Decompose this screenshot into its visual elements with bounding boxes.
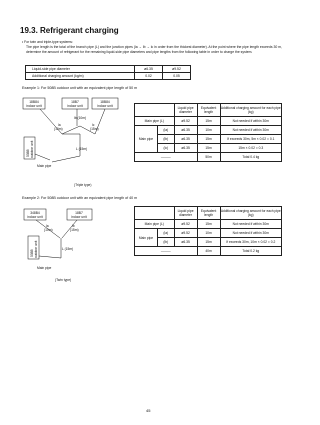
indoor-unit-label: indoor unit (97, 104, 113, 108)
main-pipe-label: Main pipe (37, 266, 52, 270)
table-row (135, 229, 282, 238)
example1-caption: Example 1: For 508B outdoor unit with an equivalent pipe length of 50 m (22, 86, 138, 90)
indoor-unit-label: indoor unit (67, 104, 83, 108)
table-row (135, 207, 282, 220)
table-cell: (lc) (158, 144, 175, 153)
pipe-label-L: L (15m) (76, 147, 88, 151)
table-cell: Total 0.4 kg (220, 153, 281, 162)
diagram-type-label: (Triple type) (74, 183, 92, 187)
pipe-label-lb: lb (72, 224, 75, 228)
table-cell: ø6.35 (135, 66, 163, 73)
table-row (135, 117, 282, 126)
table-row (135, 104, 282, 117)
table-header: Additional charging amount for each pipe (kg) (220, 207, 281, 220)
table-row (135, 247, 282, 256)
table-cell: Liquid-side pipe diameter (26, 66, 135, 73)
table-cell: ø6.35 (174, 144, 197, 153)
indoor-unit-label: indoor unit (26, 104, 42, 108)
table-row (135, 238, 282, 247)
indoor-unit-model: 18B7 (71, 100, 79, 104)
table-cell: ø6.35 (174, 135, 197, 144)
table-cell: 10m (197, 229, 220, 238)
table-cell: 15m (197, 117, 220, 126)
table-row (26, 73, 191, 80)
table-cell: Not needed if within 30m (220, 117, 281, 126)
table-cell: 15m (197, 238, 220, 247)
table-cell: Total 0.2 kg (220, 247, 281, 256)
pipe-length-lb: (15m) (70, 228, 79, 232)
table-row (135, 135, 282, 144)
triple-type-diagram (22, 96, 134, 188)
table-cell: ø9.52 (174, 229, 197, 238)
table-cell: (la) (158, 126, 175, 135)
table-header: Liquid pipe diameter (174, 104, 197, 117)
outdoor-unit-model: 508B (30, 249, 34, 257)
table-cell: (lb) (158, 135, 175, 144)
table-cell: If exceeds 30m, 5m × 0.02 = 0.1 (220, 135, 281, 144)
table-cell: (lb) (158, 238, 175, 247)
indoor-unit-label: indoor unit (27, 215, 43, 219)
indoor-unit-label: indoor unit (71, 215, 87, 219)
page-title: 19.3. Refrigerant charging (20, 26, 119, 35)
pipe-label-la: la (58, 123, 61, 127)
table-cell: 50m (197, 153, 220, 162)
table-row (135, 126, 282, 135)
table-cell: 15m (197, 220, 220, 229)
table-cell: ø9.52 (163, 66, 191, 73)
table-cell: 15m × 0.02 = 0.3 (220, 144, 281, 153)
page-number: 45 (146, 408, 151, 413)
diagram-type-label: (Twin type) (55, 278, 72, 282)
pipe-label-la: la (46, 224, 49, 228)
table-cell: (la) (158, 229, 175, 238)
table-header: Equivalent length (197, 104, 220, 117)
pipe-label-lc: lc (92, 123, 95, 127)
pipe-length-la: (10m) (54, 127, 63, 131)
pipe-label-L: L (15m) (62, 247, 74, 251)
outdoor-unit-model: 508B (26, 149, 30, 157)
charging-table (25, 65, 191, 80)
table-cell: ø9.52 (174, 117, 197, 126)
intro-bullet: • For twin and triple-type systems: (22, 40, 73, 44)
table-cell: Main pipe (L) (135, 220, 175, 229)
intro-paragraph: The pipe length is the total of the branch pipe (L) and the junction pipes (la → lb → lc in order from the thickest diameter). At the point where the pipe length exceeds 30 m, determine the amount of refrigerant for the remaining liquid-side pipe diameters and pipe lengths from the following table in order to charge the system. (26, 44, 282, 54)
indoor-unit-model: 18B7 (75, 211, 83, 215)
indoor-unit-model: 18B84 (100, 100, 110, 104)
table-cell: 40m (197, 247, 220, 256)
table-cell: 15m (197, 135, 220, 144)
pipe-label-lb: lb (10m) (74, 116, 87, 120)
indoor-unit-model: 18B84 (29, 100, 39, 104)
outdoor-unit-label: outdoor unit (34, 240, 38, 258)
table-cell: Not needed if within 30m (220, 229, 281, 238)
table-cell: ——— (135, 153, 198, 162)
table-cell: ø6.35 (174, 126, 197, 135)
example1-table (134, 103, 282, 162)
table-cell: Not needed if within 30m (220, 126, 281, 135)
table-cell: Not needed if within 30m (220, 220, 281, 229)
table-cell: 10m (197, 126, 220, 135)
table-header: Liquid pipe diameter (174, 207, 197, 220)
example2-table (134, 206, 282, 256)
table-row (135, 153, 282, 162)
table-cell: ——— (135, 247, 198, 256)
table-cell: 0.02 (135, 73, 163, 80)
table-cell: 15m (197, 144, 220, 153)
outdoor-unit-label: outdoor unit (30, 140, 34, 158)
pipe-length-lc: (15m) (90, 127, 99, 131)
table-cell: If exceeds 30m, 10m × 0.02 = 0.2 (220, 238, 281, 247)
table-cell: ø9.52 (174, 220, 197, 229)
table-row (135, 220, 282, 229)
table-row (26, 66, 191, 73)
example2-caption: Example 2: For 508B outdoor unit with an equivalent pipe length of 40 m (22, 196, 138, 200)
table-cell: Main pipe (135, 229, 158, 247)
table-row (135, 144, 282, 153)
table-cell: Main pipe (L) (135, 117, 175, 126)
table-header: Equivalent length (197, 207, 220, 220)
indoor-unit-model: 348B4 (30, 211, 40, 215)
table-cell: 0.05 (163, 73, 191, 80)
table-cell: Main pipe (135, 126, 158, 153)
table-cell: Additional charging amount (kg/m) (26, 73, 135, 80)
twin-type-diagram (22, 206, 134, 284)
table-cell: ø6.35 (174, 238, 197, 247)
pipe-length-la: (10m) (44, 228, 53, 232)
main-pipe-label: Main pipe (37, 164, 52, 168)
table-header: Additional charging amount for each pipe (kg) (220, 104, 281, 117)
